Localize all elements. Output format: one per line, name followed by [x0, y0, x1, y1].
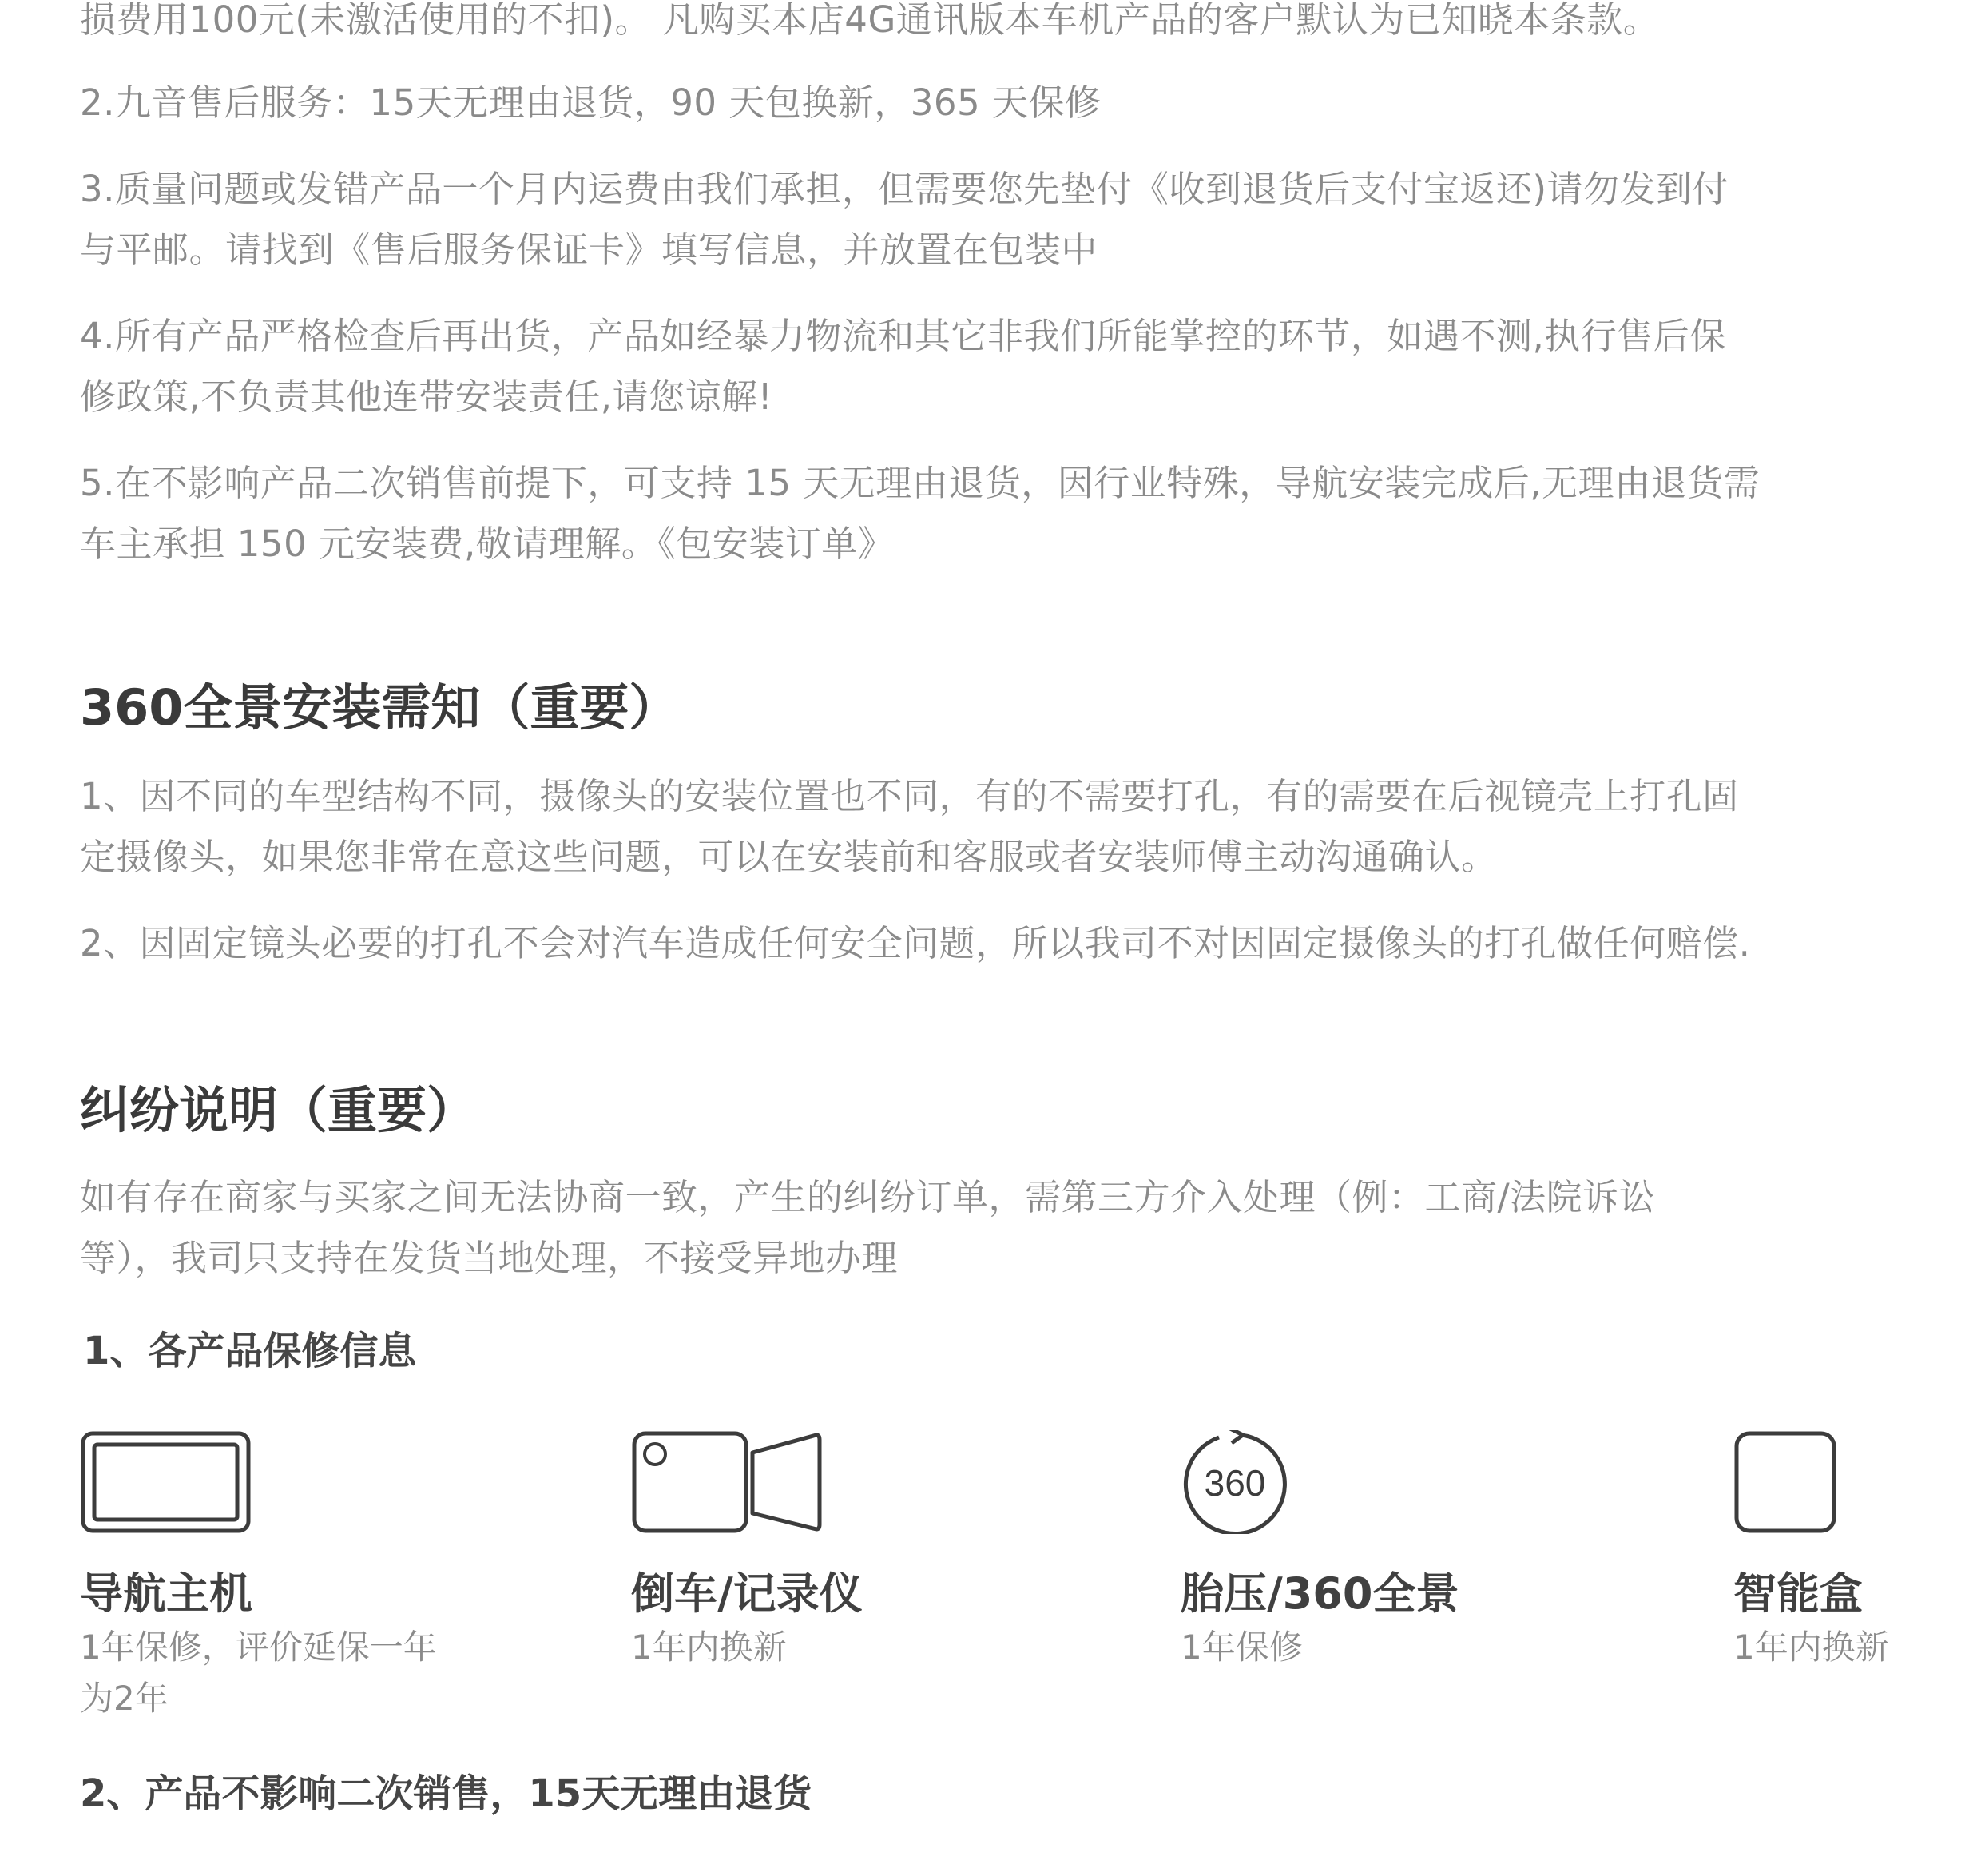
terms-item2: 2.九音售后服务：15天无理由退货，90 天包换新，365 天保修	[80, 81, 1102, 124]
product-warranty-list	[80, 1430, 1917, 1734]
product-name: 倒车/记录仪	[631, 1568, 863, 1619]
product-desc	[631, 1622, 1006, 1673]
terms-item3-line2: 与平邮。请找到《售后服务保证卡》填写信息，并放置在包装中	[80, 229, 1098, 271]
360-icon	[1181, 1430, 1292, 1534]
product-camera	[631, 1430, 863, 1667]
product-desc-line2: 为2年	[80, 1679, 169, 1718]
dispute-text-line1: 如有存在商家与买家之间无法协商一致，产生的纠纷订单，需第三方介入处理（例：工商/法院诉讼	[80, 1176, 1656, 1218]
return-heading: 2、产品不影响二次销售，15天无理由退货	[80, 1771, 812, 1816]
terms-item4-line2: 修政策,不负责其他连带安装责任,请您谅解!	[80, 376, 773, 418]
install360-item1-line1: 1、因不同的车型结构不同，摄像头的安装位置也不同，有的不需要打孔，有的需要在后视镜壳上打孔固	[80, 775, 1739, 817]
svg-text:360: 360	[1204, 1462, 1266, 1504]
product-desc-line1: 1年保修	[1181, 1628, 1303, 1667]
install360-item2: 2、因固定镜头必要的打孔不会对汽车造成任何安全问题，所以我司不对因固定摄像头的打孔做任何赔偿.	[80, 922, 1751, 964]
product-tpms-360	[1181, 1430, 1459, 1667]
product-name: 导航主机	[80, 1568, 252, 1619]
product-smart-box	[1733, 1430, 1889, 1667]
box-icon	[1733, 1430, 1837, 1534]
terms-item3-line1: 3.质量问题或发错产品一个月内运费由我们承担，但需要您先垫付《收到退货后支付宝返还)请勿发到付	[80, 168, 1729, 210]
product-desc	[80, 1622, 455, 1724]
product-name: 智能盒	[1733, 1568, 1863, 1619]
dispute-heading: 纠纷说明（重要）	[80, 1081, 477, 1139]
tablet-icon	[80, 1430, 252, 1534]
terms-item5-line1: 5.在不影响产品二次销售前提下，可支持 15 天无理由退货，因行业特殊，导航安装完成后,无理由退货需	[80, 462, 1761, 504]
camera-icon	[631, 1430, 823, 1534]
product-desc-line1: 1年内换新	[1733, 1628, 1889, 1667]
dispute-text-line2: 等），我司只支持在发货当地处理，不接受异地办理	[80, 1237, 899, 1279]
product-desc-line1: 1年保修，评价延保一年	[80, 1628, 437, 1667]
install360-item1-line2: 定摄像头，如果您非常在意这些问题，可以在安装前和客服或者安装师傅主动沟通确认。	[80, 836, 1498, 878]
product-name: 胎压/360全景	[1181, 1568, 1459, 1619]
install360-heading: 360全景安装需知（重要）	[80, 678, 679, 737]
product-desc	[1181, 1622, 1556, 1673]
terms-line0: 损费用100元(未激活使用的不扣)。 凡购买本店4G通讯版本车机产品的客户默认为已知晓本条款。	[80, 0, 1660, 41]
product-nav-unit	[80, 1430, 437, 1718]
product-desc-line1: 1年内换新	[631, 1628, 787, 1667]
terms-item5-line2: 车主承担 150 元安装费,敬请理解。《包安装订单》	[80, 523, 895, 565]
product-desc	[1733, 1622, 1981, 1673]
warranty-heading: 1、各产品保修信息	[83, 1329, 417, 1373]
terms-item4-line1: 4.所有产品严格检查后再出货，产品如经暴力物流和其它非我们所能掌控的环节，如遇不测,执行售后保	[80, 315, 1726, 357]
